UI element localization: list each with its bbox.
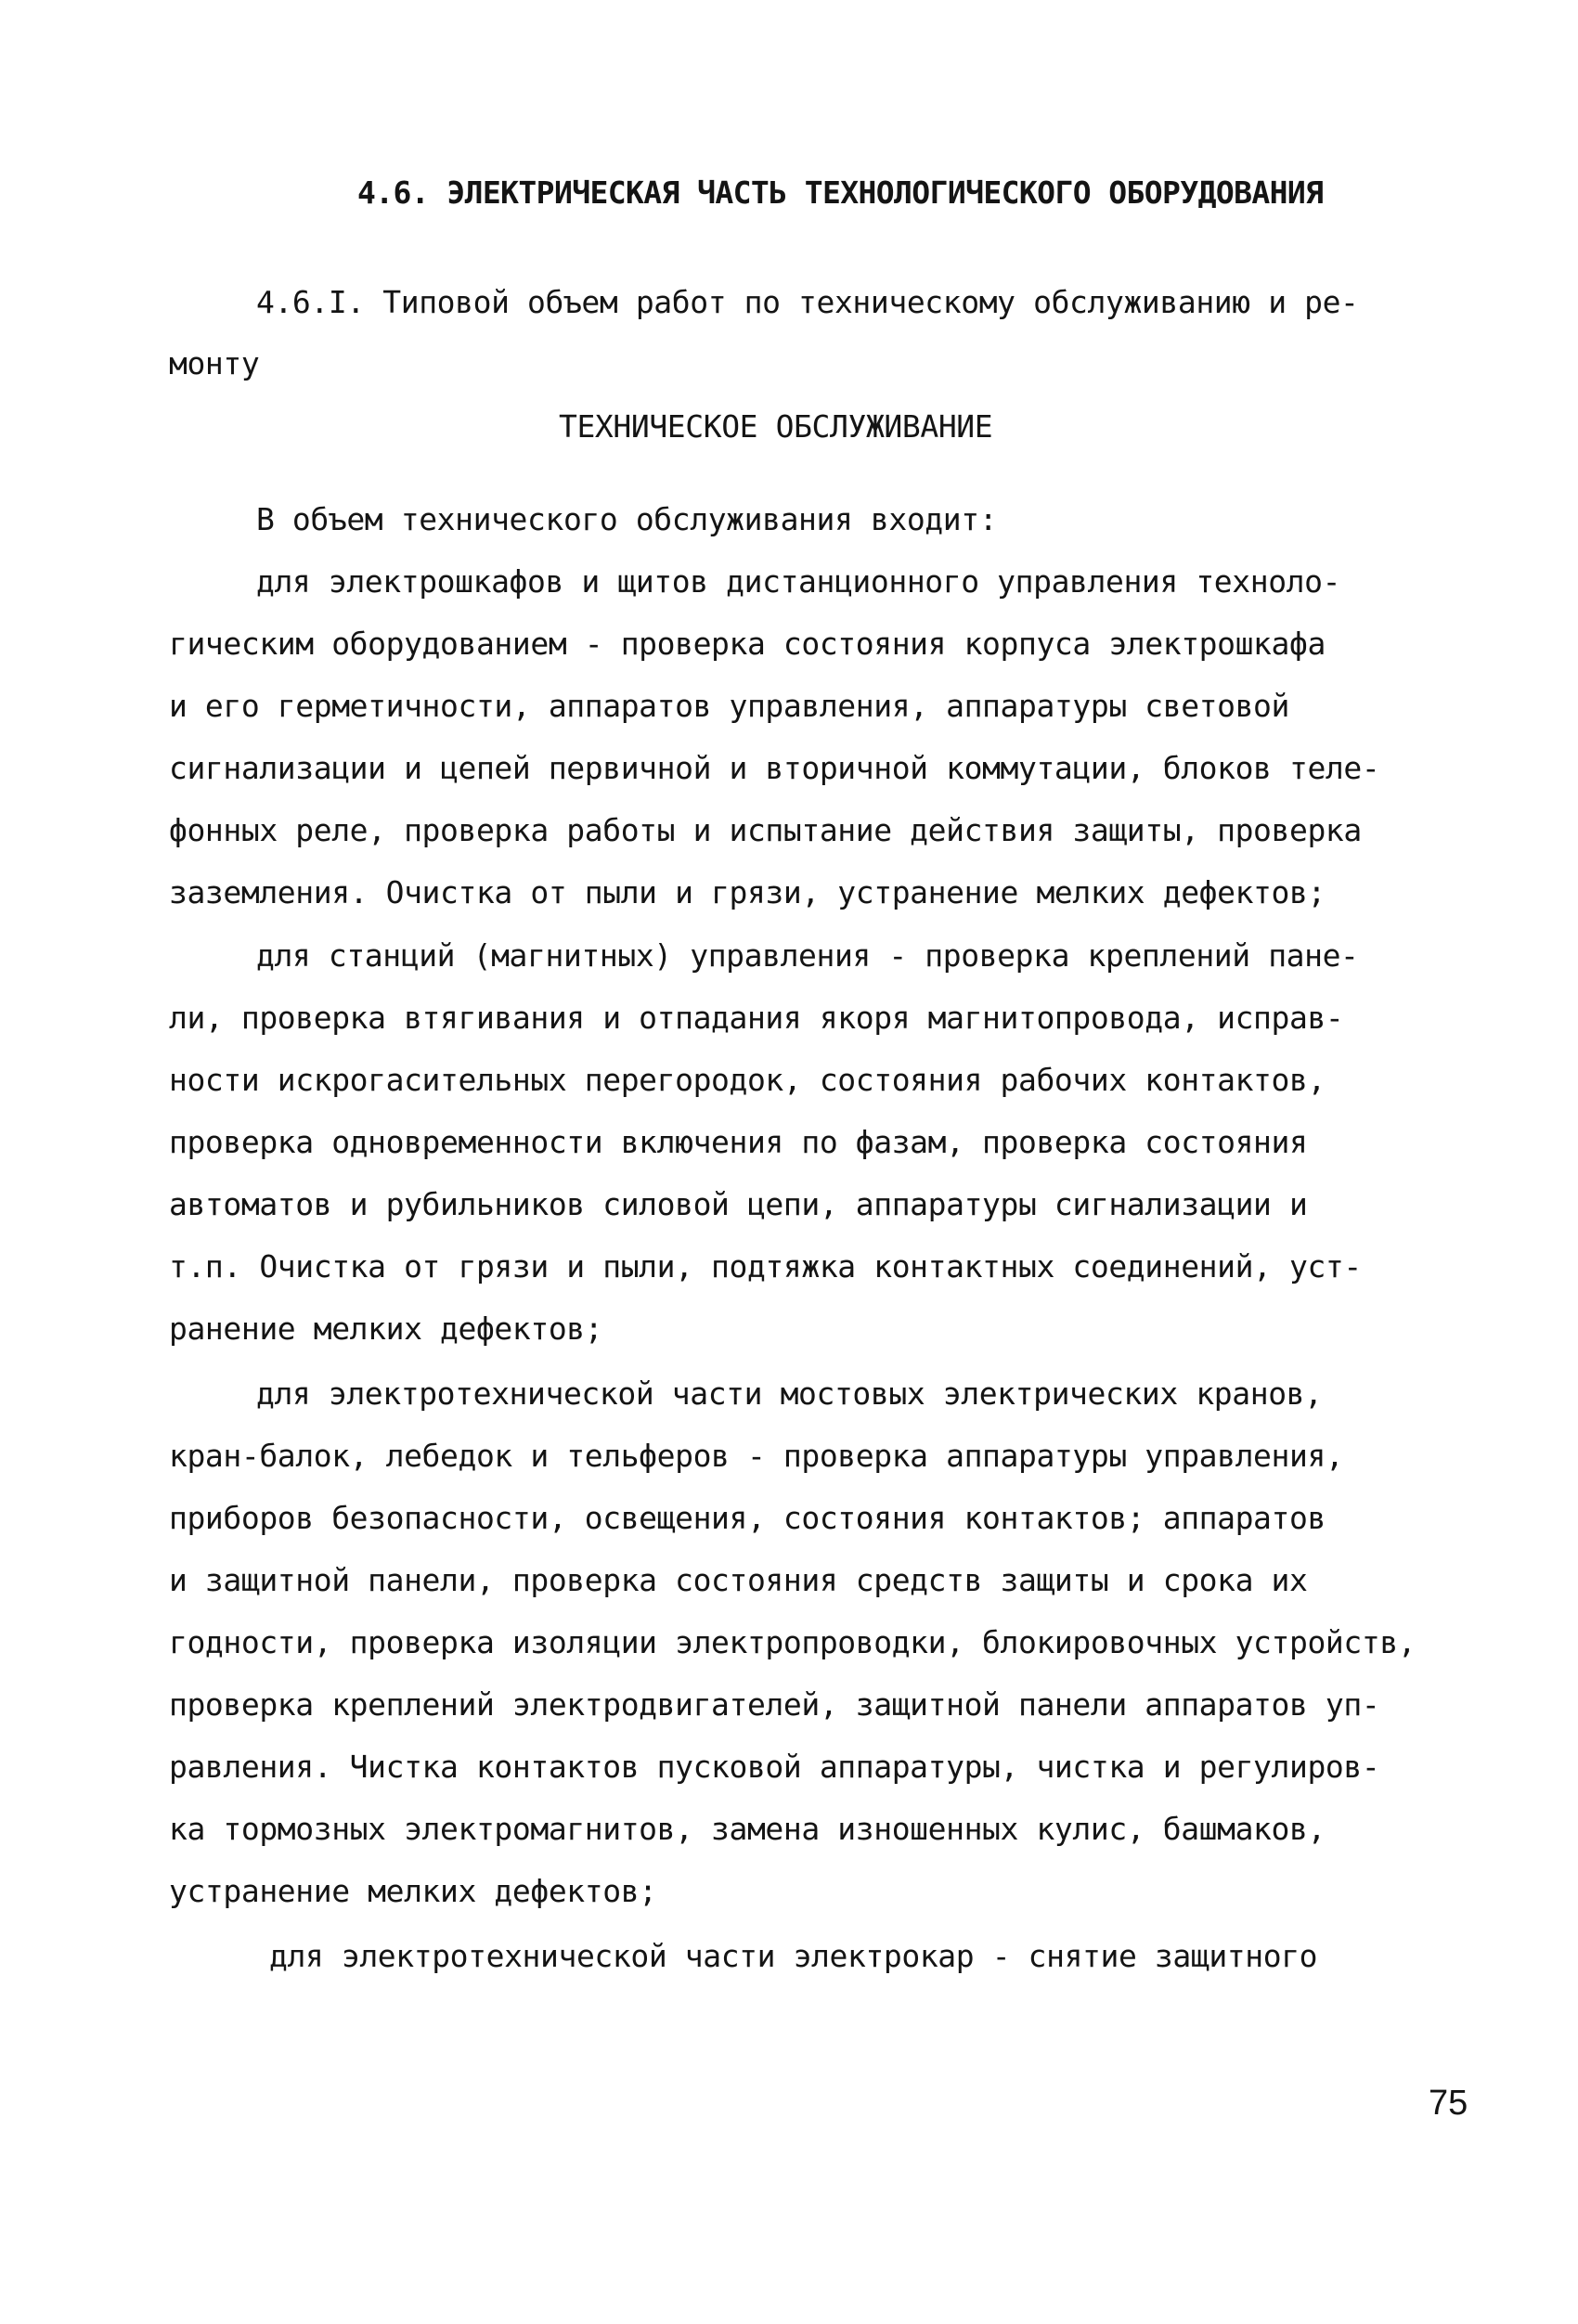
paragraph-line: проверка одновременности включения по фазам, проверка состояния <box>169 1124 1308 1160</box>
paragraph-line: проверка креплений электродвигателей, защитной панели аппаратов уп- <box>169 1686 1380 1723</box>
paragraph-line: автоматов и рубильников силовой цепи, аппаратуры сигнализации и <box>169 1186 1308 1222</box>
subsection-heading-line-2: монту <box>169 345 260 381</box>
paragraph-line: равления. Чистка контактов пусковой аппаратуры, чистка и регулиров- <box>169 1749 1380 1785</box>
paragraph-line: и защитной панели, проверка состояния средств защиты и срока их <box>169 1562 1308 1598</box>
paragraph-line: В объем технического обслуживания входит: <box>256 501 998 537</box>
paragraph-line: приборов безопасности, освещения, состояния контактов; аппаратов <box>169 1500 1326 1536</box>
paragraph-line: и его герметичности, аппаратов управления, аппаратуры световой <box>169 688 1289 724</box>
paragraph-line: кран-балок, лебедок и тельферов - проверка аппаратуры управления, <box>169 1438 1344 1474</box>
paragraph-line: фонных реле, проверка работы и испытание действия защиты, проверка <box>169 812 1362 848</box>
paragraph-line: заземления. Очистка от пыли и грязи, устранение мелких дефектов; <box>169 874 1326 910</box>
paragraph-line: для электротехнической части электрокар - снятие защитного <box>269 1938 1318 1974</box>
paragraph-line: ранение мелких дефектов; <box>169 1310 603 1347</box>
paragraph-line: для станций (магнитных) управления - проверка креплений пане- <box>256 937 1359 974</box>
subsection-heading-line-1: 4.6.I. Типовой объем работ по техническому обслуживанию и ре- <box>256 284 1359 320</box>
page-number: 75 <box>1429 2084 1468 2123</box>
paragraph-line: сигнализации и цепей первичной и вторичной коммутации, блоков теле- <box>169 750 1380 786</box>
subtitle: ТЕХНИЧЕСКОЕ ОБСЛУЖИВАНИЕ <box>559 408 993 445</box>
paragraph-line: устранение мелких дефектов; <box>169 1873 657 1909</box>
paragraph-line: гическим оборудованием - проверка состояния корпуса электрошкафа <box>169 626 1326 662</box>
paragraph-line: т.п. Очистка от грязи и пыли, подтяжка контактных соединений, уст- <box>169 1248 1362 1285</box>
paragraph-line: для электротехнической части мостовых электрических кранов, <box>256 1375 1323 1412</box>
paragraph-line: годности, проверка изоляции электропроводки, блокировочных устройств, <box>169 1624 1416 1660</box>
section-title: 4.6. ЭЛЕКТРИЧЕСКАЯ ЧАСТЬ ТЕХНОЛОГИЧЕСКОГО ОБОРУДОВАНИЯ <box>357 174 1324 211</box>
paragraph-line: ли, проверка втягивания и отпадания якоря магнитопровода, исправ- <box>169 1000 1344 1036</box>
paragraph-line: ности искрогасительных перегородок, состояния рабочих контактов, <box>169 1062 1326 1098</box>
paragraph-line: ка тормозных электромагнитов, замена изношенных кулис, башмаков, <box>169 1811 1326 1847</box>
paragraph-line: для электрошкафов и щитов дистанционного управления техноло- <box>256 563 1341 600</box>
